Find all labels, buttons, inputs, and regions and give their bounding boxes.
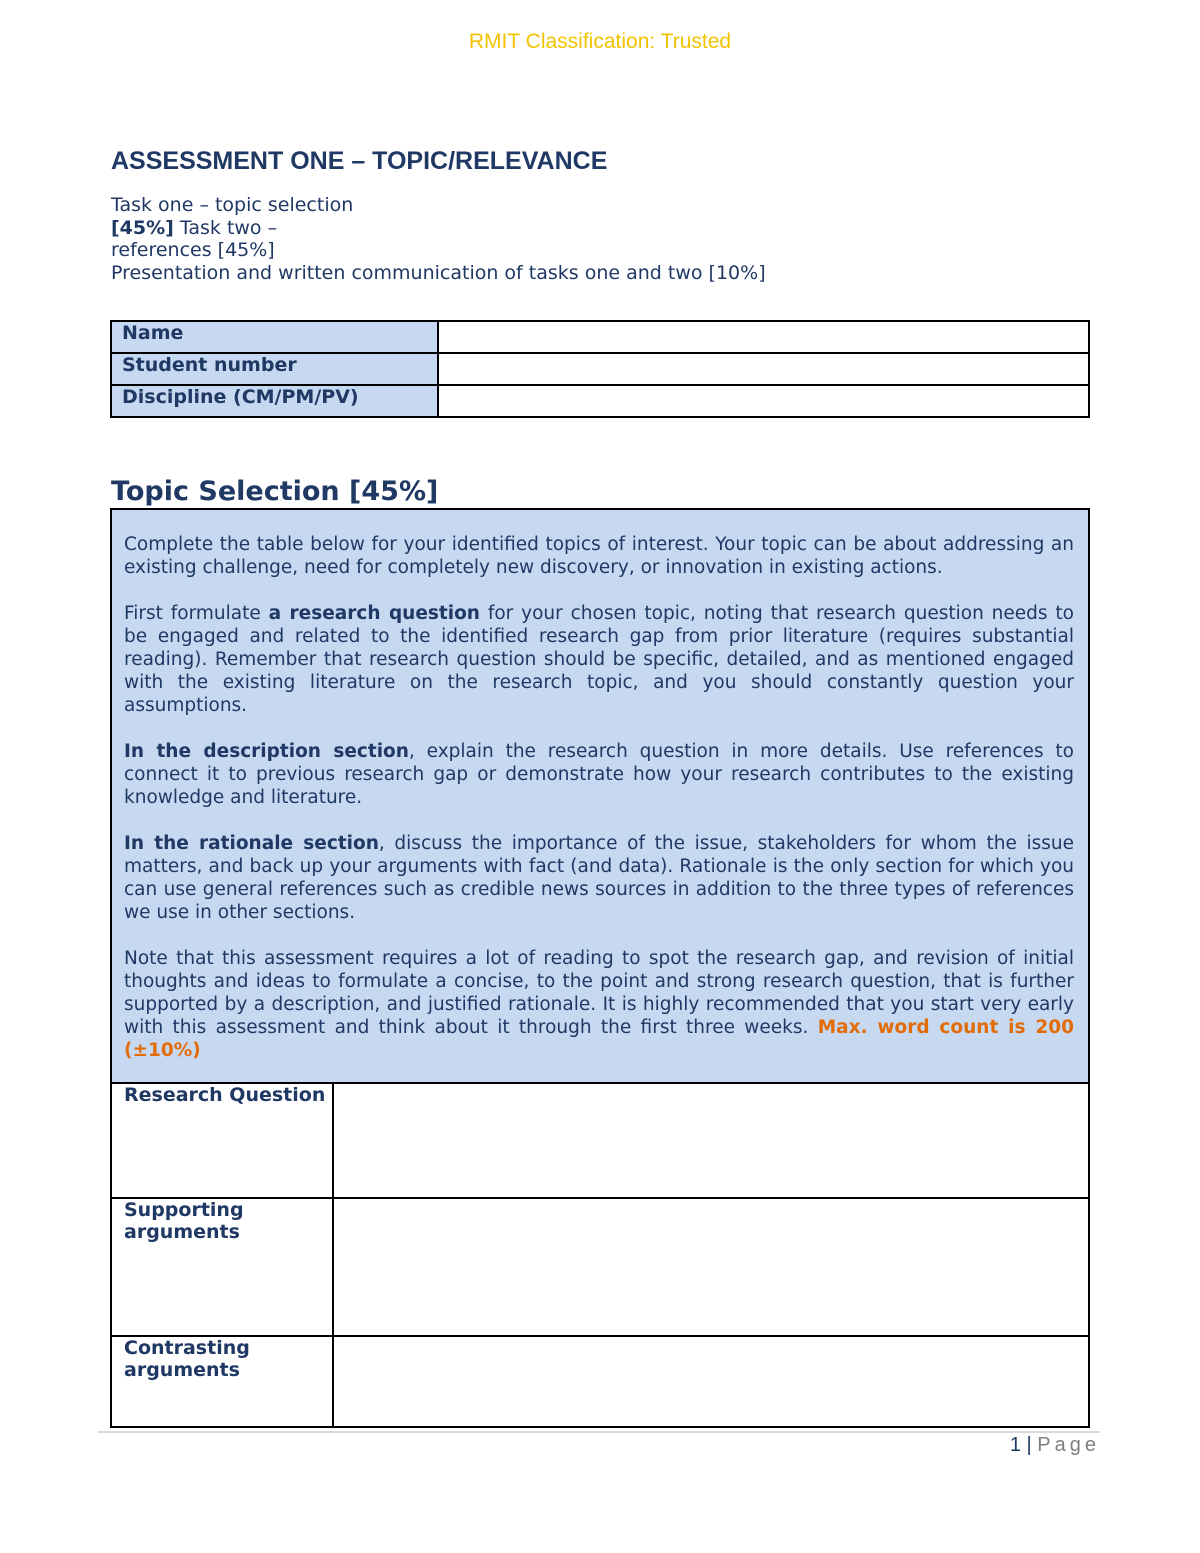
task-weightings <box>111 194 766 284</box>
table-row <box>111 353 1089 385</box>
name-label: Name <box>111 321 438 353</box>
instruction-paragraph <box>124 947 1074 1062</box>
bold-text: a research question <box>268 603 480 624</box>
research-question-row <box>112 1084 1088 1199</box>
student-number-label: Student number <box>111 353 438 385</box>
text-run: Note that this assessment requires a lot of reading to spot the research gap, and revision of initial thoughts and ideas to formulate a concise, to the point and strong research question, that is further supported by a description, and justified rationale. It is highly recommended that you start very early with this assessment and think about it through the first three weeks. <box>124 948 1074 1038</box>
section-heading: Topic Selection [45%] <box>111 476 439 507</box>
supporting-arguments-row <box>112 1199 1088 1337</box>
page-number-value: 1 <box>1009 1434 1021 1456</box>
contrasting-arguments-label: Contrasting arguments <box>112 1337 334 1426</box>
page-title: ASSESSMENT ONE – TOPIC/RELEVANCE <box>111 147 608 175</box>
text-run: , explain the research question in more details. Use references to connect it to previous research gap or demonstrate how your research contributes to the existing knowledge and literature. <box>124 741 1074 808</box>
bold-text: In the rationale section <box>124 833 379 854</box>
discipline-field[interactable] <box>438 385 1089 417</box>
topic-selection-table <box>110 508 1090 1428</box>
supporting-arguments-field[interactable] <box>334 1199 1088 1335</box>
student-number-field[interactable] <box>438 353 1089 385</box>
instruction-paragraph: Complete the table below for your identified topics of interest. Your topic can be about addressing an existing challenge, need for completely new discovery, or innovation in existing actions. <box>124 534 1074 578</box>
page-label: Page <box>1037 1434 1100 1456</box>
page-separator: | <box>1020 1434 1038 1456</box>
contrasting-arguments-row <box>112 1337 1088 1426</box>
task-line-3: references [45%] <box>111 239 275 261</box>
table-row <box>111 385 1089 417</box>
word-count-note: Max. word count is 200 (±10%) <box>124 1017 1074 1061</box>
bold-text: In the description section <box>124 741 409 762</box>
task-line-2 <box>111 217 766 240</box>
research-question-field[interactable] <box>334 1084 1088 1197</box>
text-run: , discuss the importance of the issue, stakeholders for whom the issue matters, and back up your arguments with fact (and data). Rationale is the only section for which you can use general references such as credible news sources in addition to the three types of references we use in other sections. <box>124 833 1075 923</box>
text-run: for your chosen topic, noting that research question needs to be engaged and related to the identified research gap from prior literature (requires substantial reading). Remember that research question should be specific, detailed, and as mentioned engaged with the existing literature on the research topic, and you should constantly question your assumptions. <box>124 603 1074 716</box>
task-line-1: Task one – topic selection <box>111 194 354 216</box>
footer-divider <box>98 1431 1100 1433</box>
instruction-paragraph <box>124 602 1074 717</box>
supporting-arguments-label: Supporting arguments <box>112 1199 334 1335</box>
instruction-paragraph <box>124 740 1074 809</box>
research-question-label: Research Question <box>112 1084 334 1197</box>
table-row <box>111 321 1089 353</box>
page-number <box>1010 1434 1100 1457</box>
student-info-table <box>110 320 1090 418</box>
contrasting-arguments-field[interactable] <box>334 1337 1088 1426</box>
discipline-label: Discipline (CM/PM/PV) <box>111 385 438 417</box>
task-line-2-rest: Task two – <box>173 216 278 239</box>
task-line-2-bold: [45%] <box>111 216 174 239</box>
task-line-4: Presentation and written communication of tasks one and two [10%] <box>111 261 766 284</box>
classification-label: RMIT Classification: Trusted <box>468 30 732 53</box>
instructions-panel <box>112 510 1088 1084</box>
text-run: First formulate <box>124 603 269 624</box>
name-field[interactable] <box>438 321 1089 353</box>
instruction-paragraph <box>124 832 1074 924</box>
